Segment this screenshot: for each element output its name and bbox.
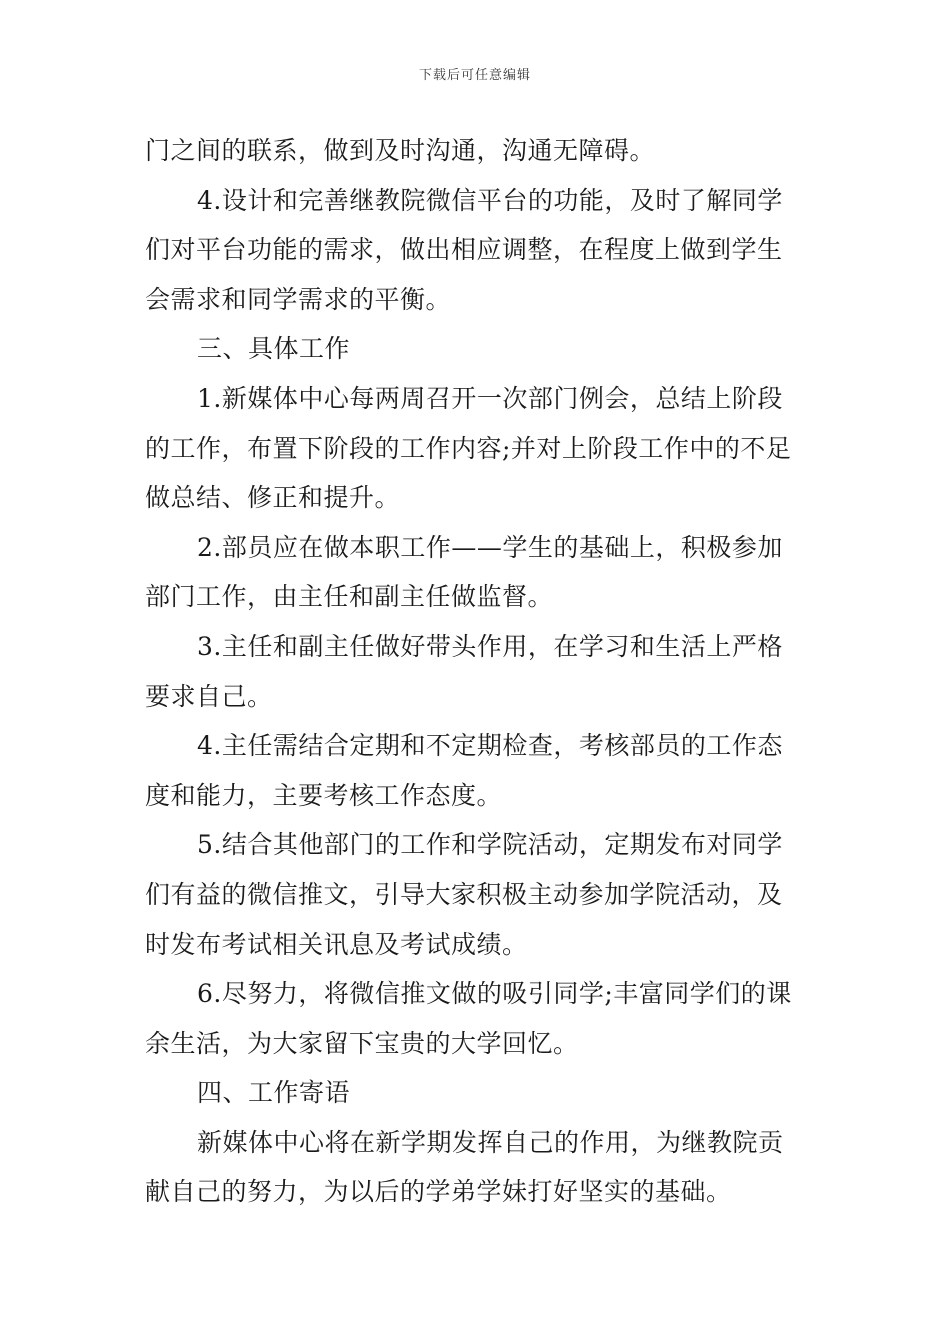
- text-line: 门之间的联系，做到及时沟通，沟通无障碍。: [145, 136, 656, 165]
- text-line: 做总结、修正和提升。: [145, 483, 401, 513]
- text-line: 新媒体中心将在新学期发挥自己的作用，为继教院贡: [197, 1127, 784, 1157]
- text-line: 2.部员应在做本职工作——学生的基础上，积极参加: [197, 532, 783, 562]
- text-line: 6.尽努力，将微信推文做的吸引同学;丰富同学们的课: [197, 979, 792, 1009]
- text-line: 4.主任需结合定期和不定期检查，考核部员的工作态: [197, 731, 783, 761]
- page-header: 下载后可任意编辑: [418, 68, 531, 83]
- text-line: 1.新媒体中心每两周召开一次部门例会，总结上阶段: [197, 383, 783, 413]
- text-line: 要求自己。: [145, 681, 273, 711]
- text-line: 们有益的微信推文，引导大家积极主动参加学院活动，及: [145, 879, 783, 909]
- text-line: 的工作，布置下阶段的工作内容;并对上阶段工作中的不足: [145, 433, 792, 463]
- text-line: 3.主任和副主任做好带头作用，在学习和生活上严格: [197, 631, 783, 661]
- text-line: 余生活，为大家留下宝贵的大学回忆。: [145, 1028, 579, 1058]
- text-line: 5.结合其他部门的工作和学院活动，定期发布对同学: [197, 830, 783, 860]
- text-line: 们对平台功能的需求，做出相应调整，在程度上做到学生: [145, 235, 783, 265]
- text-line: 4.设计和完善继教院微信平台的功能，及时了解同学: [197, 185, 783, 215]
- section-heading: 四、工作寄语: [197, 1078, 351, 1108]
- document-body: [145, 126, 810, 1217]
- text-line: 会需求和同学需求的平衡。: [145, 284, 452, 314]
- text-line: 时发布考试相关讯息及考试成绩。: [145, 929, 528, 959]
- section-heading: 三、具体工作: [197, 334, 351, 364]
- text-line: 度和能力，主要考核工作态度。: [145, 780, 503, 810]
- text-line: 献自己的努力，为以后的学弟学妹打好坚实的基础。: [145, 1177, 732, 1207]
- text-line: 部门工作，由主任和副主任做监督。: [145, 582, 554, 612]
